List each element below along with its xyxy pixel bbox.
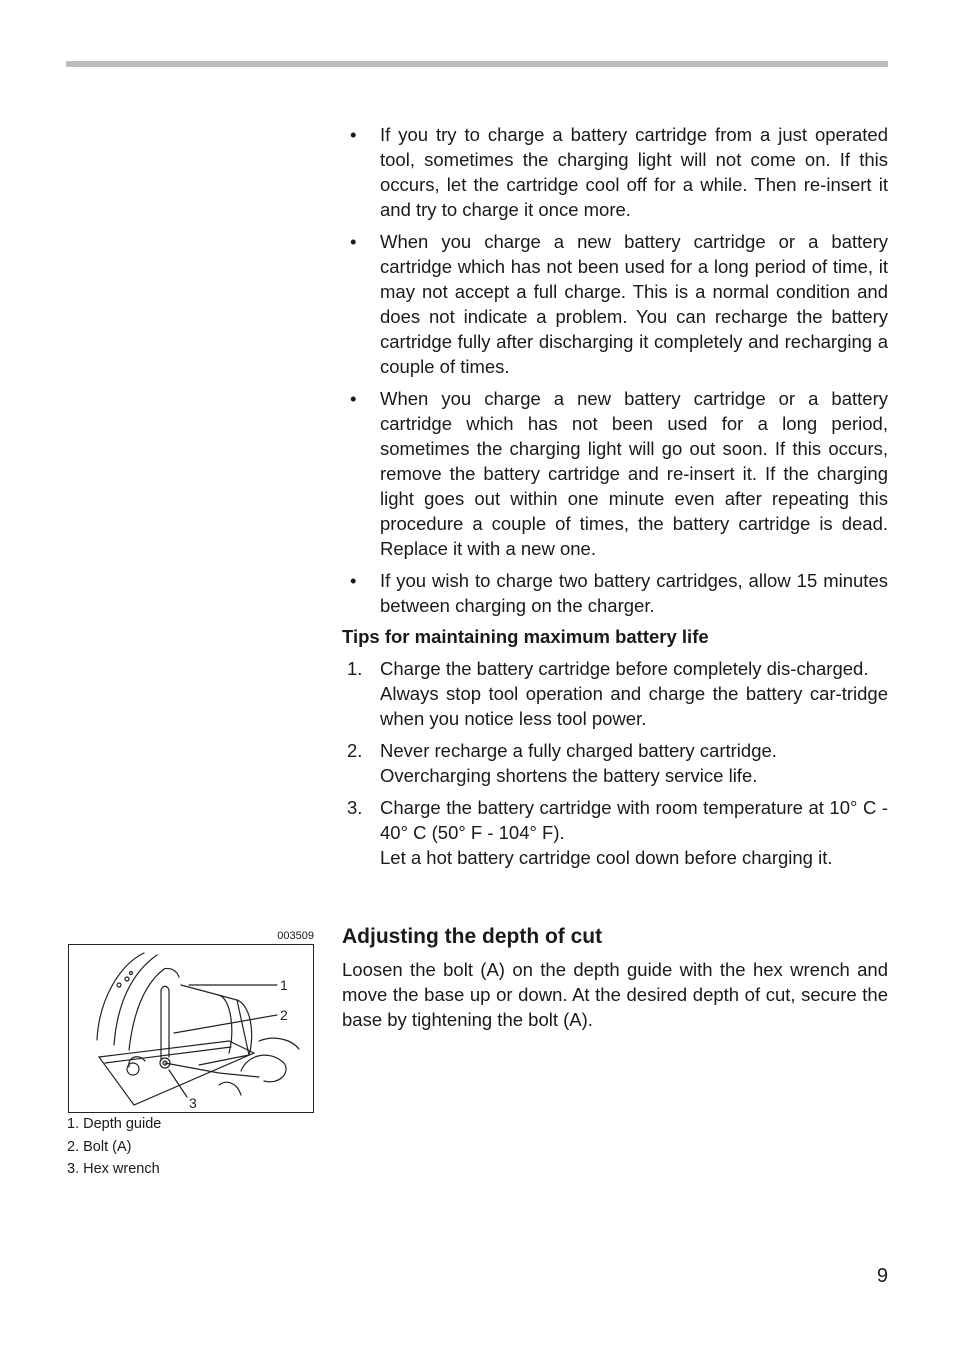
legend-item: 2. Bolt (A): [67, 1138, 132, 1155]
bullet-item: [342, 229, 888, 379]
tip-detail: Always stop tool operation and charge the battery car-tridge when you notice less tool power.: [380, 683, 888, 729]
bullet-text: When you charge a new battery cartridge or a battery cartridge which has not been used for a long period, sometimes the charging light will go out soon. If this occurs, remove the battery cartridge and re-insert it. If the charging light goes out within one minute even after repeating this procedure a couple of times, the battery cartridge is dead. Replace it with a new one.: [380, 388, 888, 559]
callout-2: 2: [280, 1007, 288, 1023]
tip-number: 2.: [347, 740, 363, 761]
tip-detail: Overcharging shortens the battery service life.: [380, 765, 758, 786]
tip-text: Charge the battery cartridge with room temperature at 10° C - 40° C (50° F - 104° F).: [380, 797, 888, 843]
section-title: Adjusting the depth of cut: [342, 925, 603, 948]
bullet-item: [342, 386, 888, 561]
tip-item: [342, 656, 888, 731]
bullet-text: If you wish to charge two battery cartridges, allow 15 minutes between charging on the charger.: [380, 570, 888, 616]
bullet-text: If you try to charge a battery cartridge from a just operated tool, sometimes the charging light will not come on. If this occurs, let the cartridge cool off for a while. Then re-insert it and try to charge it once more.: [380, 124, 888, 220]
bullet-text: When you charge a new battery cartridge or a battery cartridge which has not been used for a long period of time, it may not accept a full charge. This is a normal condition and does not indicate a problem. You can recharge the battery cartridge fully after discharging it completely and recharging a couple of times.: [380, 231, 888, 377]
tips-list: [342, 656, 888, 877]
tip-text: Charge the battery cartridge before completely dis-charged.: [380, 658, 869, 679]
header-rule: [66, 61, 888, 67]
bullet-mark: •: [350, 124, 357, 145]
tip-number: 1.: [347, 658, 363, 679]
bullet-mark: •: [350, 388, 357, 409]
tips-heading: Tips for maintaining maximum battery life: [342, 626, 709, 647]
legend-item: 1. Depth guide: [67, 1116, 162, 1132]
bullet-item: [342, 122, 888, 222]
figure-legend: [67, 1113, 161, 1181]
page-number: 9: [876, 1265, 888, 1287]
bullet-mark: •: [350, 570, 357, 591]
tip-item: [342, 795, 888, 870]
tip-text: Never recharge a fully charged battery cartridge.: [380, 740, 777, 761]
callout-1: 1: [280, 977, 288, 993]
bullet-mark: •: [350, 231, 357, 252]
depth-guide-illustration: [68, 944, 314, 1113]
bullet-item: [342, 568, 888, 618]
legend-item: 3. Hex wrench: [67, 1161, 160, 1177]
saw-drawing: [69, 945, 313, 1112]
charging-notes-list: [342, 122, 888, 625]
tip-number: 3.: [347, 797, 363, 818]
section-body: Loosen the bolt (A) on the depth guide with the hex wrench and move the base up or down. At the desired depth of cut, secure the base by tightening the bolt (A).: [342, 959, 888, 1030]
callout-3: 3: [189, 1095, 197, 1111]
tip-detail: Let a hot battery cartridge cool down before charging it.: [380, 847, 833, 868]
figure-code: 003509: [277, 930, 314, 942]
tip-item: [342, 738, 888, 788]
